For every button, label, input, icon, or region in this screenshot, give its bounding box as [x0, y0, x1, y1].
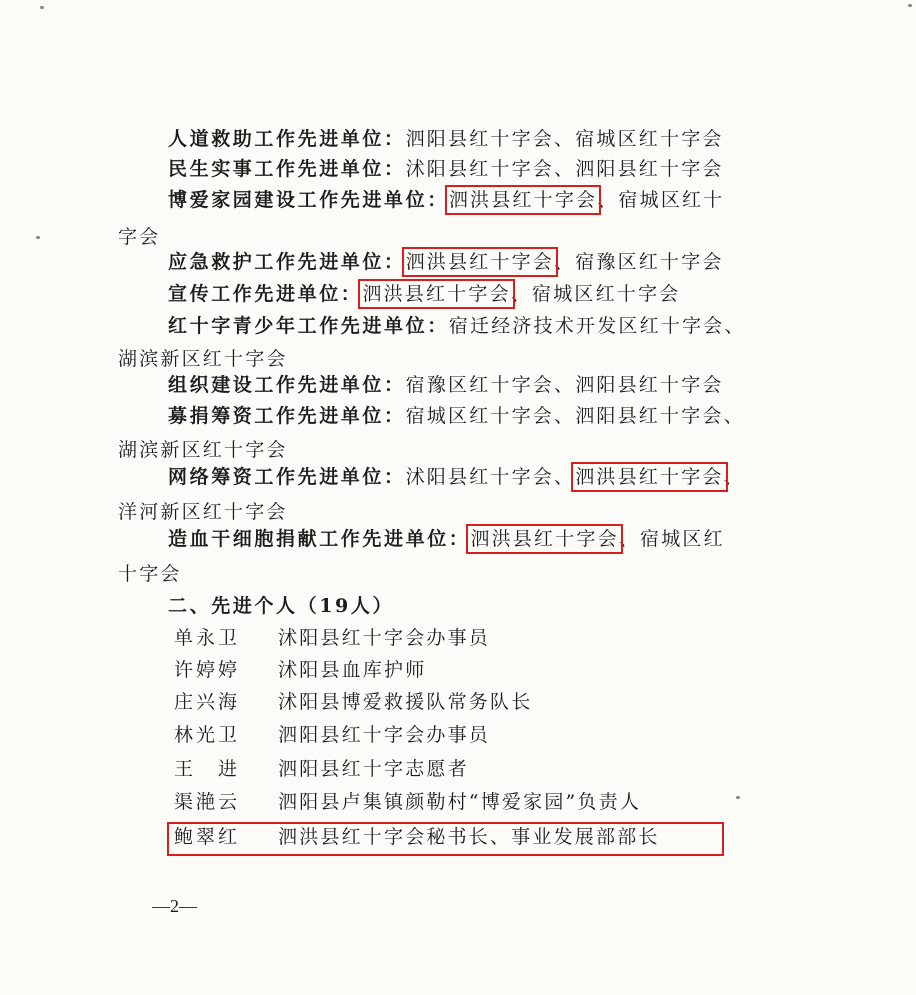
award-line — [168, 187, 724, 213]
award-label: 组织建设工作先进单位： — [168, 374, 406, 396]
scan-speck — [40, 6, 44, 9]
award-continuation: 洋河新区红十字会 — [118, 501, 288, 523]
award-units: 沭阳县红十字会、 — [405, 466, 576, 488]
individual-row — [174, 789, 641, 815]
individual-role: 沭阳县红十字会办事员 — [278, 627, 491, 649]
award-continuation: 湖滨新区红十字会 — [118, 348, 288, 370]
award-label: 募捐筹资工作先进单位： — [168, 405, 406, 427]
award-line — [168, 526, 725, 552]
highlighted-unit: 泗洪县红十字会 — [362, 283, 511, 305]
award-line — [168, 249, 724, 275]
individual-role: 沭阳县博爱救援队常务队长 — [278, 691, 533, 713]
individual-name: 林光卫 — [174, 724, 241, 746]
individual-role: 沭阳县血库护师 — [278, 659, 427, 681]
award-units: 宿豫区红十字会、泗阳县红十字会 — [405, 374, 724, 396]
scan-speck — [736, 796, 740, 799]
scan-speck — [908, 4, 912, 7]
award-units: 、宿城区红十字会 — [510, 283, 681, 305]
individual-name: 鲍翠红 — [174, 826, 241, 848]
award-units: 泗阳县红十字会、宿城区红十字会 — [405, 128, 724, 150]
award-line — [168, 464, 745, 490]
highlighted-unit: 泗洪县红十字会 — [405, 251, 555, 273]
highlighted-unit: 泗洪县红十字会 — [448, 189, 598, 211]
award-continuation: 字会 — [118, 226, 161, 248]
individual-row — [174, 756, 469, 782]
individual-row — [174, 657, 426, 683]
award-line — [168, 156, 724, 182]
individual-role: 泗阳县红十字志愿者 — [278, 758, 469, 780]
award-continuation: 湖滨新区红十字会 — [118, 439, 288, 461]
award-units: 、宿城区红 — [618, 528, 725, 550]
award-label: 网络筹资工作先进单位： — [168, 466, 406, 488]
award-label: 人道救助工作先进单位： — [168, 128, 406, 150]
award-label: 应急救护工作先进单位： — [168, 251, 406, 273]
individual-row — [174, 824, 660, 850]
award-label: 红十字青少年工作先进单位： — [168, 315, 449, 337]
individual-row — [174, 722, 490, 748]
individual-name: 单永卫 — [174, 627, 241, 649]
award-continuation: 十字会 — [118, 563, 182, 585]
award-units: 、宿城区红十 — [597, 189, 725, 211]
award-label: 造血干细胞捐献工作先进单位： — [168, 528, 471, 550]
award-line — [168, 372, 724, 398]
individual-row — [174, 625, 490, 651]
award-units: 宿迁经济技术开发区红十字会、 — [448, 315, 746, 337]
individual-row — [174, 689, 532, 715]
scan-speck — [36, 236, 40, 239]
section-heading: 二、先进个人（19人） — [168, 595, 395, 617]
award-line — [168, 126, 724, 152]
individual-name: 庄兴海 — [174, 691, 241, 713]
award-line — [168, 313, 746, 339]
award-label: 博爱家园建设工作先进单位： — [168, 189, 449, 211]
award-label: 宣传工作先进单位： — [168, 283, 363, 305]
award-units: 、宿豫区红十字会 — [554, 251, 724, 273]
individual-name: 许婷婷 — [174, 659, 241, 681]
individual-name: 王 进 — [174, 758, 241, 780]
award-line — [168, 403, 745, 429]
highlighted-unit: 泗洪县红十字会 — [470, 528, 619, 550]
award-units: 沭阳县红十字会、泗阳县红十字会 — [405, 158, 724, 180]
page-number: —2— — [152, 896, 197, 916]
award-units: 宿城区红十字会、泗阳县红十字会、 — [405, 405, 745, 427]
highlighted-unit: 泗洪县红十字会 — [575, 466, 724, 488]
individual-name: 渠滟云 — [174, 791, 241, 813]
individual-role: 泗洪县红十字会秘书长、事业发展部部长 — [278, 826, 660, 848]
award-units-tail: 、 — [723, 466, 745, 488]
individual-role: 泗阳县卢集镇颜勒村“博爱家园”负责人 — [278, 791, 642, 813]
award-label: 民生实事工作先进单位： — [168, 158, 406, 180]
individual-role: 泗阳县红十字会办事员 — [278, 724, 491, 746]
award-line — [168, 281, 680, 307]
